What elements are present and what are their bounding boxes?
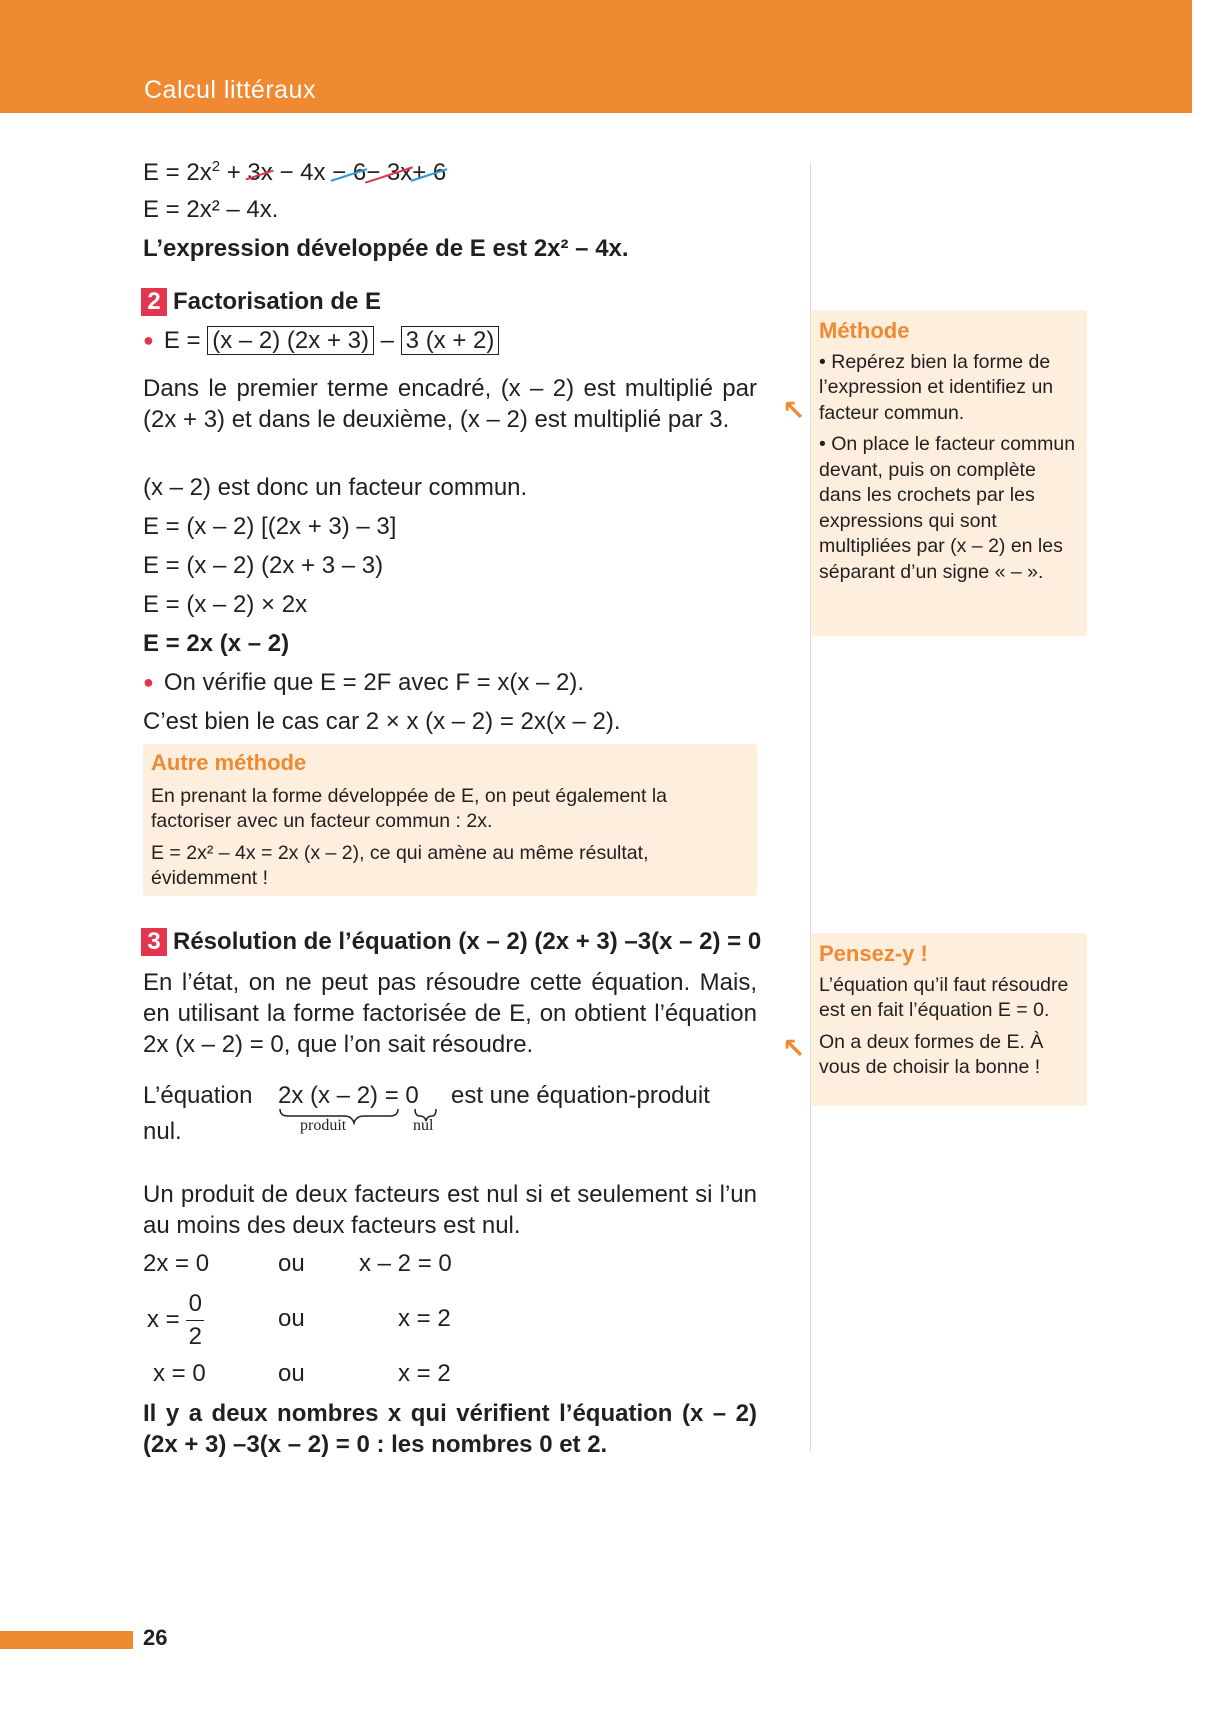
- other-method-box: [143, 744, 757, 896]
- pointer-arrow-icon: ↖: [782, 1033, 806, 1064]
- solution-row-2-right: x = 2: [398, 1305, 451, 1332]
- fraction: [186, 1290, 204, 1351]
- solution-row-1-left: 2x = 0: [143, 1250, 210, 1277]
- solution-row-1-ou: ou: [278, 1250, 305, 1277]
- verify-text: On vérifie que E = 2F avec F = x(x – 2).: [163, 669, 585, 696]
- eqprod-zero: 0: [405, 1082, 419, 1109]
- develop-line-2: E = 2x² – 4x.: [143, 196, 279, 223]
- method-tip-2: • On place le facteur commun devant, puis on complète dans les crochets par les expressions qui sont multipliées par (x – 2) en les séparant d’un signe « – ».: [819, 433, 1076, 583]
- pointer-arrow-icon: ↖: [782, 395, 806, 426]
- factor-eq-4: E = 2x (x – 2): [143, 630, 290, 657]
- solution-row-3-ou: ou: [278, 1360, 305, 1387]
- product-expression: [278, 1082, 419, 1110]
- section-number-badge: 3: [141, 928, 167, 956]
- other-method-text-2: E = 2x² – 4x = 2x (x – 2), ce qui amène au même résultat, évidemment !: [151, 841, 649, 889]
- struck-term: − 6: [332, 159, 367, 186]
- solution-row-2-ou: ou: [278, 1305, 305, 1332]
- minus-sign: –: [380, 327, 394, 354]
- factor-eq-3: E = (x – 2) × 2x: [143, 591, 308, 618]
- null-product-rule: Un produit de deux facteurs est nul si et seulement si l’un au moins des deux facteurs est nul.: [143, 1181, 757, 1239]
- struck-term: 3x: [247, 159, 273, 186]
- method-title: Méthode: [819, 318, 910, 343]
- other-method-text-1: En prenant la forme développée de E, on peut également la factoriser avec un facteur commun : 2x.: [151, 784, 668, 832]
- solution-row-3-left: x = 0: [153, 1360, 206, 1387]
- develop-line-1: $E = 2x^2 + 3x - 4x - 6- 3x+ 6$: [143, 158, 447, 186]
- page-number: 26: [143, 1625, 168, 1650]
- verify-line-2: C’est bien le cas car 2 × x (x – 2) = 2x(x – 2).: [143, 708, 621, 735]
- method-tip-1: • Repérez bien la forme de l’expression et identifiez un facteur commun.: [819, 350, 1054, 424]
- fraction-numerator: 0: [188, 1290, 203, 1317]
- page-header: [0, 0, 1192, 113]
- section-2-title: [141, 288, 381, 316]
- reminder-title: Pensez-y !: [819, 941, 928, 966]
- section-3-title: [141, 928, 761, 956]
- boxed-prefix: E =: [163, 327, 201, 354]
- boxed-term-1: (x – 2) (2x + 3): [207, 326, 374, 355]
- verify-line: [143, 669, 584, 697]
- section-title-text: Factorisation de E: [173, 288, 382, 315]
- chapter-title: Calcul littéraux: [144, 76, 316, 104]
- develop-term: − 4x: [272, 159, 333, 186]
- label-produit: produit: [300, 1117, 347, 1134]
- section-title-text: Résolution de l’équation (x – 2) (2x + 3) –3(x – 2) = 0: [173, 928, 762, 955]
- bullet-icon: ●: [143, 672, 154, 692]
- develop-conclusion: L’expression développée de E est 2x² – 4x.: [143, 235, 629, 262]
- factor-eq-1: E = (x – 2) [(2x + 3) – 3]: [143, 513, 397, 540]
- final-conclusion: Il y a deux nombres x qui vérifient l’équation (x – 2) (2x + 3) –3(x – 2) = 0 : les nombres 0 et 2.: [143, 1400, 757, 1458]
- product-equation-nul: nul.: [143, 1118, 182, 1145]
- solve-paragraph: En l’état, on ne peut pas résoudre cette équation. Mais, en utilisant la forme factorisée de E, on obtient l’équation 2x (x – 2) = 0, que l’on sait résoudre.: [143, 969, 757, 1058]
- method-sidebar-box: [811, 310, 1087, 636]
- factor-eq-2: E = (x – 2) (2x + 3 – 3): [143, 552, 384, 579]
- reminder-text-2: On a deux formes de E. À vous de choisir la bonne !: [819, 1030, 1044, 1078]
- fraction-denominator: 2: [188, 1323, 203, 1350]
- solution-row-1-right: x – 2 = 0: [359, 1250, 452, 1277]
- label-nul: nul: [413, 1117, 434, 1134]
- section-number-badge: 2: [141, 288, 167, 316]
- eqprod-expr: 2x (x – 2): [278, 1082, 379, 1109]
- reminder-sidebar-box: [811, 933, 1087, 1106]
- product-equation-right: est une équation-produit: [451, 1082, 710, 1109]
- solution-x-equals: x =: [147, 1305, 180, 1333]
- boxed-term-2: 3 (x + 2): [401, 326, 500, 355]
- develop-term: E = 2x: [143, 159, 212, 186]
- struck-term: + 6: [412, 159, 447, 186]
- reminder-text-1: L’équation qu’il faut résoudre est en fait l’équation E = 0.: [819, 973, 1069, 1021]
- develop-plus: +: [220, 159, 248, 186]
- footer-accent-bar: [0, 1631, 133, 1649]
- bullet-icon: ●: [143, 330, 154, 350]
- other-method-title: Autre méthode: [151, 750, 307, 775]
- eqprod-left: L’équation: [143, 1082, 253, 1109]
- struck-term: − 3x: [366, 159, 413, 186]
- fraction-bar: [186, 1320, 204, 1321]
- solution-row-2-left: [147, 1290, 204, 1351]
- common-factor-line: (x – 2) est donc un facteur commun.: [143, 474, 528, 501]
- factor-paragraph: Dans le premier terme encadré, (x – 2) est multiplié par (2x + 3) et dans le deuxième, (x – 2) est multiplié par 3.: [143, 375, 757, 433]
- solution-row-3-right: x = 2: [398, 1360, 451, 1387]
- eqprod-eq: =: [384, 1082, 399, 1109]
- factor-boxed-line: [143, 327, 499, 355]
